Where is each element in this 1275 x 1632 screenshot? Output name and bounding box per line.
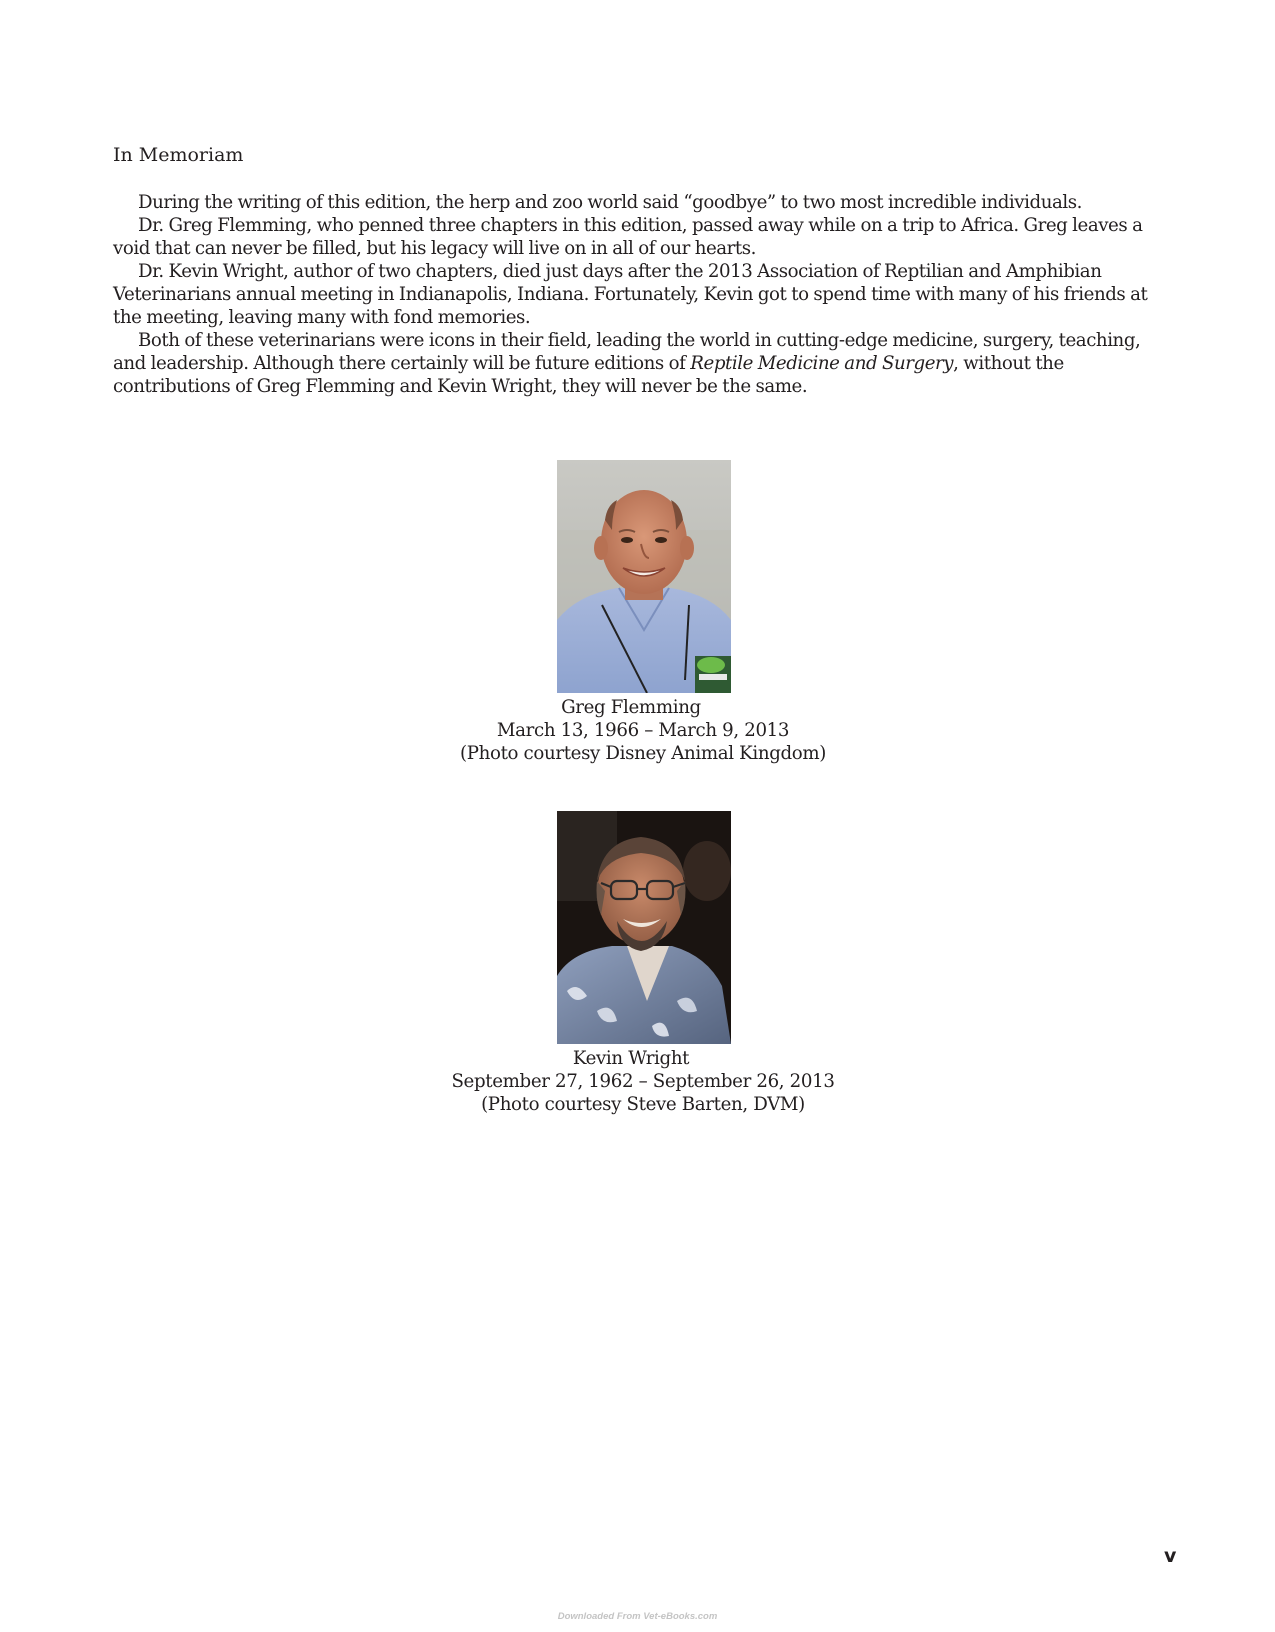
photo-credit: (Photo courtesy Disney Animal Kingdom) — [459, 743, 827, 764]
photo-credit: (Photo courtesy Steve Barten, DVM) — [481, 1094, 805, 1115]
greg-flemming-photo — [557, 460, 731, 693]
greg-flemming-caption — [413, 696, 873, 765]
memoriam-text — [113, 191, 1175, 398]
memorial-name: Kevin Wright — [572, 1048, 690, 1069]
paragraph-kevin: Dr. Kevin Wright, author of two chapters, died just days after the 2013 Association of Reptilian and Amphibian Veterinarians annual meeting in Indianapolis, Indiana. Fortunately, Kevin got to spend time with many of his friends at the meeting, leaving many with fond memories. — [113, 261, 1148, 328]
memorial-dates: September 27, 1962 – September 26, 2013 — [451, 1071, 835, 1092]
kevin-wright-caption — [413, 1047, 873, 1116]
page-number: v — [1164, 1545, 1177, 1567]
paragraph-closing — [113, 329, 1175, 398]
memorial-dates: March 13, 1966 – March 9, 2013 — [496, 720, 790, 741]
paragraph-greg: Dr. Greg Flemming, who penned three chapters in this edition, passed away while on a trip to Africa. Greg leaves a void that can never be filled, but his legacy will live on in all of our hearts. — [113, 215, 1143, 259]
paragraph-intro: During the writing of this edition, the herp and zoo world said “goodbye” to two most incredible individuals. — [138, 192, 1082, 213]
badge-icon — [695, 656, 731, 693]
memorial-name: Greg Flemming — [561, 697, 701, 718]
closing-text-start: Both of these veterinarians were icons in their field, leading the world in cutting-edge medicine, surgery, teaching, and leadership. Although there certainly will be future editions of — [113, 330, 1141, 374]
kevin-wright-photo — [557, 811, 731, 1044]
closing-text-end: , without the contributions of Greg Flemming and Kevin Wright, they will never be the same. — [113, 353, 1064, 397]
page-title: In Memoriam — [113, 144, 244, 166]
book-title: Reptile Medicine and Surgery — [690, 353, 954, 374]
watermark: Downloaded From Vet-eBooks.com — [557, 1611, 718, 1622]
